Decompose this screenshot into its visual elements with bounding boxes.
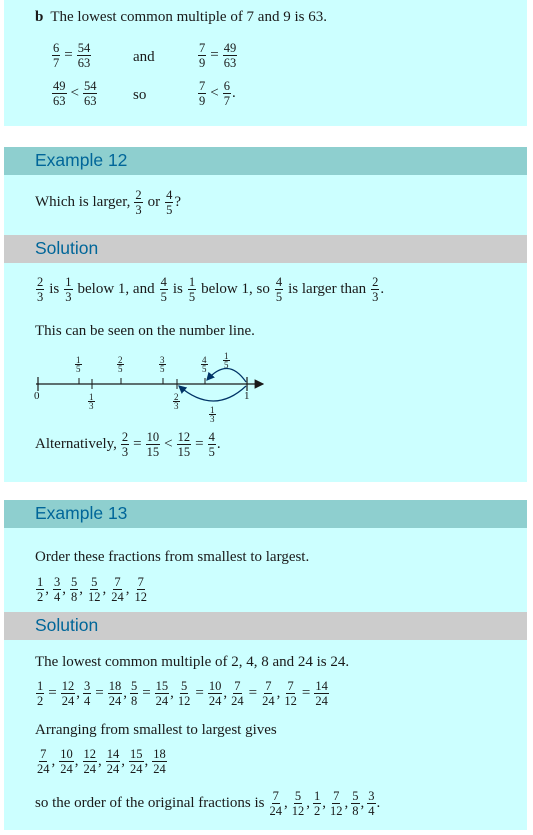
fraction-49-63-b: 49 63 bbox=[53, 79, 66, 108]
example-13-header bbox=[4, 500, 527, 528]
so-text: so bbox=[133, 87, 147, 103]
fraction-49-63: $\frac{49}{63}$ bbox=[223, 41, 237, 70]
fraction-4-5: 4 5 bbox=[166, 188, 173, 217]
example-13-question: Order these fractions from smallest to largest. bbox=[35, 549, 310, 565]
fraction-2-3: 2 3 bbox=[135, 188, 142, 217]
example-12-solution-line: 2 3 is 1 3 below 1, and 4 5 is 1 5 below 1, so 4 5 is larger than 2 3 . bbox=[37, 275, 385, 304]
fraction-7-12: 7 12 bbox=[134, 575, 147, 604]
numberline-caption: This can be seen on the number line. bbox=[35, 323, 255, 339]
example-13-solution-label: Solution bbox=[35, 615, 99, 635]
part-b-intro: The lowest common multiple of 7 and 9 is 63. bbox=[50, 9, 327, 25]
fraction-3-4: 3 4 bbox=[54, 575, 61, 604]
fraction-54-63: $\frac{54}{63}$ bbox=[77, 41, 91, 70]
part-b-intro-line bbox=[35, 9, 327, 26]
fraction-5-12: 5 12 bbox=[88, 575, 101, 604]
nl-label-2-3: 2 3 bbox=[174, 392, 179, 411]
nl-label-1: 1 bbox=[244, 390, 250, 402]
part-b-label: b bbox=[35, 9, 44, 25]
fraction-5-8: 5 8 bbox=[71, 575, 78, 604]
fraction-2-3-s: 2 3 bbox=[37, 275, 44, 304]
nl-label-arc-1-5: 1 5 bbox=[224, 351, 229, 370]
fraction-4-5-s: 4 5 bbox=[160, 275, 167, 304]
example-13-fraction-list: 1 2 , 3 4 , 5 8 , 5 12 , 7 24 , 7 12 bbox=[37, 575, 147, 604]
example-12-title: Example 12 bbox=[35, 150, 128, 170]
number-line bbox=[0, 350, 533, 430]
part-b-row-2: 49 63 < 54 63 so bbox=[53, 79, 147, 108]
fraction-4-5-s2: 4 5 bbox=[275, 275, 283, 304]
fraction-1-5-s: 1 5 bbox=[188, 275, 196, 304]
example-13-order-line: so the order of the original fractions is 7 24 , 5 12 , 1 2 , 7 12 , 5 8 , 3 4 . bbox=[35, 789, 381, 818]
example-12-header bbox=[4, 147, 527, 175]
fraction-7-9-b: 7 9 bbox=[199, 79, 206, 108]
fraction-2-3-s2: 2 3 bbox=[372, 275, 379, 304]
fraction-6-7: $\frac{6}{7}$ bbox=[53, 41, 60, 70]
arc-third bbox=[179, 386, 246, 401]
part-b-row-1-right: $\frac{7}{9}$ = $\frac{49}{63}$ bbox=[199, 41, 237, 70]
fraction-4-5-a: $\frac{4}{5}$ bbox=[208, 430, 215, 459]
fraction-54-63-b: 54 63 bbox=[83, 79, 97, 108]
example-13-equivalents: $\frac{1}{2}$ = $\frac{12}{24}$ , $\frac{3}{4}$ = $\frac{18}{24}$ , $\frac{5}{8}$ = $\frac{15}{24}$ , $\frac{5}{12}$ = $\frac{10}{24}$ , $\frac{7}{24}$ = $\frac{7}{24}$ , $\frac{7}{12}$ = $\frac{14}{24}$ bbox=[37, 679, 328, 708]
nl-label-arc-1-3: 1 3 bbox=[210, 405, 215, 424]
arc-fifth bbox=[207, 368, 246, 382]
nl-label-1-3: 1 3 bbox=[89, 392, 94, 411]
example-13-lcm: The lowest common multiple of 2, 4, 8 and 24 is 24. bbox=[35, 654, 350, 670]
fraction-6-7-b: 6 7 bbox=[223, 79, 230, 108]
nl-label-2-5: 2 5 bbox=[118, 355, 123, 374]
fraction-1-2: 1 2 bbox=[37, 575, 44, 604]
nl-label-3-5: 3 5 bbox=[160, 355, 165, 374]
example-12-question: Which is larger, 2 3 or 4 5 ? bbox=[35, 188, 182, 217]
fraction-12-15: $\frac{12}{15}$ bbox=[177, 430, 191, 459]
example-13-title: Example 13 bbox=[35, 503, 128, 523]
nl-label-4-5: 4 5 bbox=[202, 355, 207, 374]
part-b-row-2-right: 7 9 < 6 7 . bbox=[199, 79, 236, 108]
example-12-solution-label: Solution bbox=[35, 238, 99, 258]
nl-label-1-5: 1 5 bbox=[76, 355, 81, 374]
fraction-7-9: $\frac{7}{9}$ bbox=[199, 41, 206, 70]
fraction-7-24: 7 24 bbox=[111, 575, 124, 604]
example-13-arranging: Arranging from smallest to largest gives bbox=[35, 722, 277, 738]
alternatively-line: Alternatively, $\frac{2}{3}$ = $\frac{10}{15}$ < $\frac{12}{15}$ = $\frac{4}{5}$ . bbox=[35, 430, 221, 459]
fraction-10-15: $\frac{10}{15}$ bbox=[146, 430, 160, 459]
example-13-sorted-24ths: 7 24 , 10 24 , 12 24 , 14 24 , 15 24 , 18 24 bbox=[37, 747, 166, 776]
example-13-solution-header bbox=[4, 612, 527, 640]
nl-label-0: 0 bbox=[34, 390, 40, 402]
fraction-1-3-s: 1 3 bbox=[65, 275, 72, 304]
fraction-2-3-a: $\frac{2}{3}$ bbox=[121, 430, 129, 459]
example-12-solution-header bbox=[4, 235, 527, 263]
and-text: and bbox=[133, 49, 155, 65]
part-b-row-1: $\frac{6}{7}$ = $\frac{54}{63}$ and bbox=[53, 41, 155, 70]
